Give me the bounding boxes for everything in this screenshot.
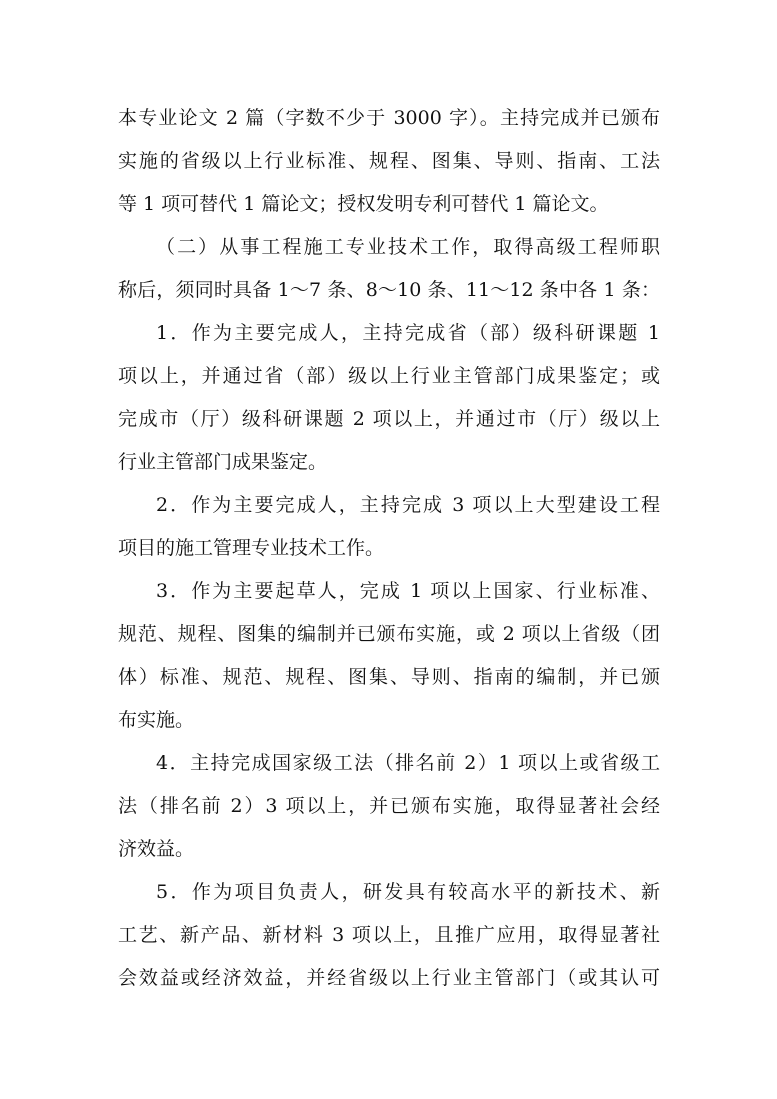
list-item-2-line: 2．作为主要完成人，主持完成 3 项以上大型建设工程 [156,494,660,516]
text-line: 项目的施工管理专业技术工作。 [118,537,385,559]
list-item-3-line: 3．作为主要起草人，完成 1 项以上国家、行业标准、 [156,580,660,602]
text-line: 行业主管部门成果鉴定。 [118,451,328,473]
text-line: 法（排名前 2）3 项以上，并已颁布实施，取得显著社会经 [118,795,660,817]
text-line: 工艺、新产品、新材料 3 项以上，且推广应用，取得显著社 [118,924,660,946]
text-line: 称后，须同时具备 1～7 条、8～10 条、11～12 条中各 1 条： [118,279,660,301]
text-line: 济效益。 [118,838,195,860]
text-line: 会效益或经济效益，并经省级以上行业主管部门（或其认可 [118,967,660,989]
text-line: 项以上，并通过省（部）级以上行业主管部门成果鉴定；或 [118,365,660,387]
section-heading-line: （二）从事工程施工专业技术工作，取得高级工程师职 [156,236,660,258]
text-line: 实施的省级以上行业标准、规程、图集、导则、指南、工法 [118,150,660,172]
list-item-5-line: 5．作为项目负责人，研发具有较高水平的新技术、新 [156,881,660,903]
text-line: 本专业论文 2 篇（字数不少于 3000 字）。主持完成并已颁布 [118,107,660,129]
text-line: 体）标准、规范、规程、图集、导则、指南的编制，并已颁 [118,666,660,688]
list-item-4-line: 4．主持完成国家级工法（排名前 2）1 项以上或省级工 [156,752,660,774]
text-line: 等 1 项可替代 1 篇论文；授权发明专利可替代 1 篇论文。 [118,193,609,215]
text-line: 布实施。 [118,709,195,731]
list-item-1-line: 1．作为主要完成人，主持完成省（部）级科研课题 1 [156,322,660,344]
text-line: 规范、规程、图集的编制并已颁布实施，或 2 项以上省级（团 [118,623,660,645]
text-line: 完成市（厅）级科研课题 2 项以上，并通过市（厅）级以上 [118,408,660,430]
